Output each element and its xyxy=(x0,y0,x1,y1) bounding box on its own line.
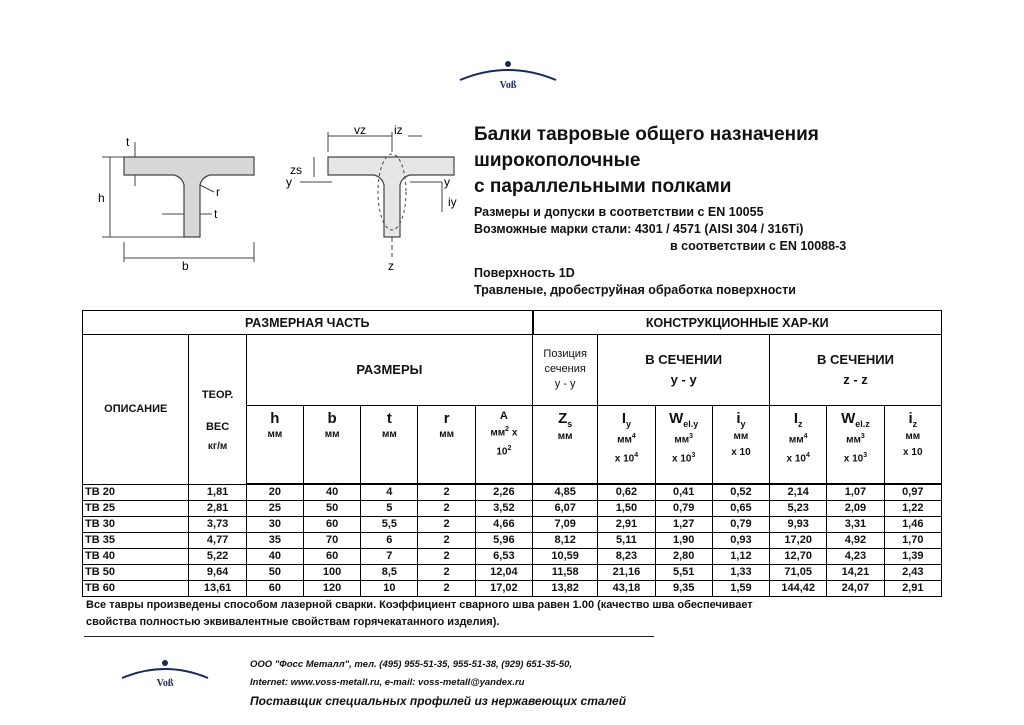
row-description: ТВ 25 xyxy=(83,500,189,516)
info-grades: Возможные марки стали: 4301 / 4571 (AISI 304 / 316Ti) xyxy=(474,222,804,236)
table-cell: 43,18 xyxy=(598,580,655,596)
label-y-left: y xyxy=(286,175,292,189)
table-cell: 0,93 xyxy=(712,532,769,548)
table-cell: 2,81 xyxy=(189,500,246,516)
row-description: ТВ 30 xyxy=(83,516,189,532)
table-cell: 5,11 xyxy=(598,532,655,548)
table-cell: 6 xyxy=(361,532,418,548)
table-cell: 1,12 xyxy=(712,548,769,564)
header-position-2: сечения xyxy=(544,363,586,376)
table-row xyxy=(83,516,942,532)
table-cell: 20 xyxy=(246,484,303,500)
table-cell: 2 xyxy=(418,500,475,516)
section-dimensions: РАЗМЕРНАЯ ЧАСТЬ xyxy=(83,311,533,335)
table-cell: 40 xyxy=(246,548,303,564)
header-Iz: $I_z$ $мм^4$ x $10^4$ xyxy=(770,405,827,483)
table-cell: 2 xyxy=(418,580,475,596)
table-cell: 4,66 xyxy=(475,516,532,532)
table-cell: 0,41 xyxy=(655,484,712,500)
table-cell: 10,59 xyxy=(533,548,598,564)
label-t-web: t xyxy=(214,207,218,221)
table-cell: 0,62 xyxy=(598,484,655,500)
table-cell: 4,85 xyxy=(533,484,598,500)
page-title xyxy=(474,122,819,200)
table-cell: 1,50 xyxy=(598,500,655,516)
logo-arc-icon xyxy=(458,58,558,82)
table-cell: 25 xyxy=(246,500,303,516)
table-row xyxy=(83,580,942,596)
table-cell: 30 xyxy=(246,516,303,532)
table-row xyxy=(83,564,942,580)
table-cell: 17,20 xyxy=(770,532,827,548)
table-cell: 4 xyxy=(361,484,418,500)
table-cell: 2,14 xyxy=(770,484,827,500)
header-zs: $Z_s$ мм xyxy=(533,405,598,483)
table-cell: 2,91 xyxy=(884,580,941,596)
table-cell: 7,09 xyxy=(533,516,598,532)
title-line-3: с параллельными полками xyxy=(474,176,732,197)
header-dimensions: РАЗМЕРЫ xyxy=(246,335,532,406)
header-A: A $мм^2$ x $10^2$ xyxy=(475,405,532,483)
unit-h: мм xyxy=(267,428,283,440)
header-iz: $i_z$ мм x 10 xyxy=(884,405,941,483)
table-cell: 21,16 xyxy=(598,564,655,580)
table-cell: 2 xyxy=(418,532,475,548)
header-Iy: $I_y$ $мм^4$ x $10^4$ xyxy=(598,405,655,483)
info-grades-standard: в соответствии с EN 10088-3 xyxy=(670,239,847,253)
header-description: ОПИСАНИЕ xyxy=(83,335,189,485)
table-cell: 9,64 xyxy=(189,564,246,580)
header-h: h мм xyxy=(246,405,303,483)
table-cell: 4,23 xyxy=(827,548,884,564)
table-cell: 0,79 xyxy=(655,500,712,516)
welding-note xyxy=(86,597,946,631)
header-iy: $i_y$ мм x 10 xyxy=(712,405,769,483)
table-cell: 100 xyxy=(303,564,360,580)
table-cell: 24,07 xyxy=(827,580,884,596)
table-cell: 2 xyxy=(418,516,475,532)
note-line-2: свойства полностью эквивалентные свойствам горячекатанного изделия). xyxy=(86,616,500,628)
footer-internet: Internet: www.voss-metall.ru, e-mail: voss-metall@yandex.ru xyxy=(250,677,525,688)
table-cell: 10 xyxy=(361,580,418,596)
logo-text: Voß xyxy=(499,80,517,91)
label-zs: zs xyxy=(290,163,302,177)
header-b: b мм xyxy=(303,405,360,483)
table-cell: 1,22 xyxy=(884,500,941,516)
label-t: t xyxy=(126,135,130,149)
table-cell: 60 xyxy=(303,516,360,532)
label-z: z xyxy=(388,259,394,273)
table-row xyxy=(83,500,942,516)
table-cell: 1,46 xyxy=(884,516,941,532)
unit-r: мм xyxy=(439,428,454,440)
label-vz: vz xyxy=(354,123,366,137)
table-cell: 13,82 xyxy=(533,580,598,596)
header-weight-1: ТЕОР. xyxy=(189,335,246,406)
table-cell: 6,53 xyxy=(475,548,532,564)
header-weight-unit: кг/м xyxy=(207,441,228,452)
note-line-1: Все тавры произведены способом лазерной сварки. Коэффициент сварного шва равен 1.00 (качество шва обеспечивает xyxy=(86,599,753,611)
table-cell: 13,61 xyxy=(189,580,246,596)
table-cell: 5,22 xyxy=(189,548,246,564)
header-position-3: y - y xyxy=(554,378,576,391)
table-cell: 9,35 xyxy=(655,580,712,596)
table-row xyxy=(83,532,942,548)
title-line-1: Балки тавровые общего назначения xyxy=(474,124,819,145)
footer-contacts xyxy=(250,656,626,710)
table-cell: 1,33 xyxy=(712,564,769,580)
header-r: r мм xyxy=(418,405,475,483)
header-Wely: $W_{el.y}$ $мм^3$ x $10^3$ xyxy=(655,405,712,483)
table-cell: 40 xyxy=(303,484,360,500)
row-description: ТВ 50 xyxy=(83,564,189,580)
label-iz: iz xyxy=(394,123,403,137)
table-cell: 12,04 xyxy=(475,564,532,580)
table-cell: 0,52 xyxy=(712,484,769,500)
logo-arc-icon xyxy=(120,658,210,680)
table-cell: 12,70 xyxy=(770,548,827,564)
table-cell: 4,92 xyxy=(827,532,884,548)
header-zz-2: z - z xyxy=(843,371,868,387)
unit-t: мм xyxy=(381,428,397,440)
table-cell: 1,90 xyxy=(655,532,712,548)
footer-company: ООО "Фосс Металл", тел. (495) 955-51-35, 955-51-38, (929) 651-35-50, xyxy=(250,659,573,670)
table-cell: 8,23 xyxy=(598,548,655,564)
table-cell: 7 xyxy=(361,548,418,564)
table-cell: 2,43 xyxy=(884,564,941,580)
section-structural: КОНСТРУКЦИОННЫЕ ХАР-КИ xyxy=(533,311,942,335)
header-zz-1: В СЕЧЕНИИ xyxy=(817,351,894,367)
table-cell: 2 xyxy=(418,484,475,500)
t-profile-diagram xyxy=(92,122,472,282)
spec-table xyxy=(82,310,942,597)
table-cell: 1,70 xyxy=(884,532,941,548)
table-cell: 1,59 xyxy=(712,580,769,596)
table-cell: 35 xyxy=(246,532,303,548)
table-row xyxy=(83,548,942,564)
label-h: h xyxy=(98,191,105,205)
table-cell: 1,27 xyxy=(655,516,712,532)
table-cell: 11,58 xyxy=(533,564,598,580)
label-b: b xyxy=(182,259,189,273)
table-cell: 1,39 xyxy=(884,548,941,564)
header-position xyxy=(533,335,598,406)
row-description: ТВ 60 xyxy=(83,580,189,596)
unit-b: мм xyxy=(324,428,340,440)
label-r: r xyxy=(216,185,220,199)
table-cell: 8,5 xyxy=(361,564,418,580)
footer-divider xyxy=(84,636,654,637)
table-cell: 0,79 xyxy=(712,516,769,532)
header-yy xyxy=(598,335,770,406)
spec-info xyxy=(474,204,846,299)
table-cell: 50 xyxy=(246,564,303,580)
logo-bottom xyxy=(120,658,210,698)
header-zz xyxy=(770,335,942,406)
table-cell: 3,31 xyxy=(827,516,884,532)
table-cell: 6,07 xyxy=(533,500,598,516)
table-cell: 17,02 xyxy=(475,580,532,596)
table-cell: 2 xyxy=(418,564,475,580)
info-surface: Поверхность 1D xyxy=(474,266,575,280)
table-cell: 5,5 xyxy=(361,516,418,532)
header-weight-2-text: ВЕС xyxy=(205,421,230,433)
table-cell: 4,77 xyxy=(189,532,246,548)
logo-text-bottom: Voß xyxy=(156,678,174,689)
table-cell: 2,91 xyxy=(598,516,655,532)
header-yy-1: В СЕЧЕНИИ xyxy=(645,351,723,367)
table-row xyxy=(83,484,942,500)
table-cell: 3,52 xyxy=(475,500,532,516)
label-iy: iy xyxy=(448,195,457,209)
table-cell: 3,73 xyxy=(189,516,246,532)
table-cell: 9,93 xyxy=(770,516,827,532)
label-y-right: y xyxy=(444,175,450,189)
logo-top xyxy=(458,58,558,98)
table-cell: 8,12 xyxy=(533,532,598,548)
table-cell: 144,42 xyxy=(770,580,827,596)
title-line-2: широкополочные xyxy=(474,150,641,171)
header-yy-2: y - y xyxy=(670,371,697,387)
table-cell: 120 xyxy=(303,580,360,596)
table-cell: 71,05 xyxy=(770,564,827,580)
header-position-1: Позиция xyxy=(543,348,587,361)
table-cell: 1,81 xyxy=(189,484,246,500)
header-weight-2 xyxy=(189,405,246,483)
table-cell: 60 xyxy=(246,580,303,596)
table-cell: 70 xyxy=(303,532,360,548)
table-cell: 60 xyxy=(303,548,360,564)
table-cell: 2,26 xyxy=(475,484,532,500)
info-surface-treatment: Травленые, дробеструйная обработка поверхности xyxy=(474,283,796,297)
header-Welz: $W_{el.z}$ $мм^3$ x $10^3$ xyxy=(827,405,884,483)
table-cell: 5 xyxy=(361,500,418,516)
table-cell: 1,07 xyxy=(827,484,884,500)
header-t: t мм xyxy=(361,405,418,483)
table-cell: 0,97 xyxy=(884,484,941,500)
table-cell: 2,80 xyxy=(655,548,712,564)
row-description: ТВ 20 xyxy=(83,484,189,500)
table-cell: 5,23 xyxy=(770,500,827,516)
table-cell: 0,65 xyxy=(712,500,769,516)
row-description: ТВ 35 xyxy=(83,532,189,548)
unit-zs: мм xyxy=(557,430,573,442)
table-cell: 5,96 xyxy=(475,532,532,548)
table-cell: 5,51 xyxy=(655,564,712,580)
table-cell: 14,21 xyxy=(827,564,884,580)
row-description: ТВ 40 xyxy=(83,548,189,564)
footer-tagline: Поставщик специальных профилей из нержавеющих сталей xyxy=(250,694,627,708)
table-cell: 2 xyxy=(418,548,475,564)
table-cell: 50 xyxy=(303,500,360,516)
table-cell: 2,09 xyxy=(827,500,884,516)
info-standard: Размеры и допуски в соответствии с EN 10055 xyxy=(474,205,764,219)
